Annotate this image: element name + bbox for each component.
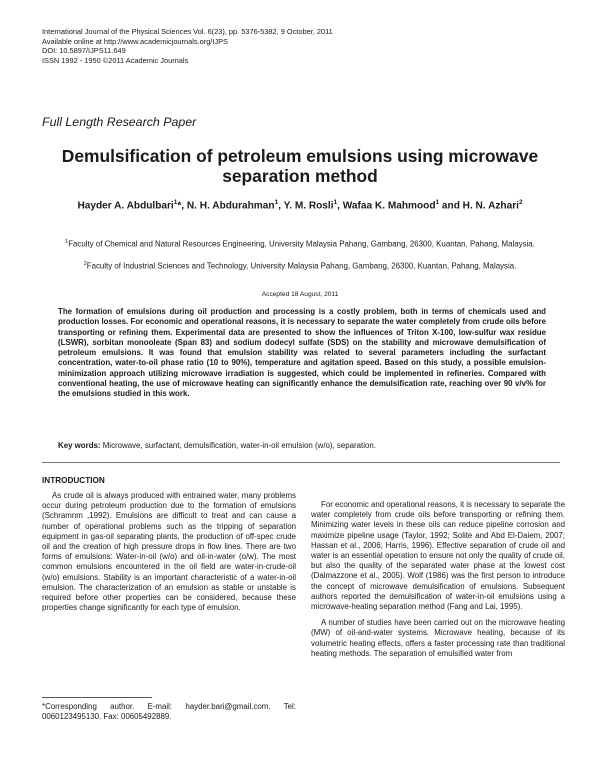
doi-line: DOI: 10.5897/IJPS11.649 bbox=[42, 46, 126, 56]
affiliation-number: 1 bbox=[65, 239, 69, 245]
affiliation-number: 2 bbox=[83, 261, 87, 267]
availability-line: Available online at http://www.academicjournals.org/IJPS bbox=[42, 36, 228, 46]
section-divider bbox=[42, 462, 560, 463]
paper-type-label: Full Length Research Paper bbox=[42, 115, 197, 129]
author-name: , Y. M. Rosli bbox=[278, 200, 334, 212]
body-paragraph: For economic and operational reasons, it is necessary to separate the water completely from crude oils before transporting or refining them. Minimizing water levels in these oils can reduce pipeline corrosion and maximize pipeline usage (Taylor, 1992; Solite and Abd El-Daiem, 2007; Hassan et al., 2006; Harris, 1996). Effective separation of crude oil and water is an essential operation to ensure not only the quality of crude oil, but also the quality of the separated water phase at the lowest cost (Dalmazzone et al., 2005). Wolf (1986) was the first person to introduce the concept of microwave demulsification of emulsions. Subsequent authors reported the demulsification of water-in-oil emulsions using a microwave-heating separation method (Fang and Lai, 1995). bbox=[311, 500, 565, 612]
footnote-divider bbox=[42, 697, 152, 698]
journal-header bbox=[42, 27, 562, 65]
affiliation-text: Faculty of Industrial Sciences and Technology, University Malaysia Pahang, Gambang, 26300, Kuantan, Pahang, Malaysia. bbox=[86, 261, 517, 271]
right-column bbox=[311, 500, 565, 659]
keywords-label: Key words: bbox=[58, 441, 101, 450]
body-paragraph: As crude oil is always produced with entrained water, many problems occur during petroleum production due to the formation of emulsions (Schramnm ,1992). Emulsions are difficult to treat and can cause a number of operational problems such as the tripping of separation equipment in gas-oil separating plants, the production of off-spec crude oil and the creation of high pressure drops in flow lines. There are two forms of emulsions: Water-in-oil (w/o) and oil-in-water (o/w). The most common emulsions encountered in the oil field are water-in-crude-oil (w/o) emulsions. Stability is an important characteristic of a water-in-oil emulsion. The characterization of an emulsion as stable or unstable is required before other properties can be considered, because these properties change significantly for each type of emulsion. bbox=[42, 491, 296, 613]
affiliation-2 bbox=[50, 259, 550, 272]
author-name: and H. N. Azhari bbox=[439, 200, 519, 212]
author-name: , Wafaa K. Mahmood bbox=[337, 200, 436, 212]
affiliation-marker: 1 bbox=[173, 199, 178, 206]
keywords bbox=[58, 441, 546, 451]
abstract: The formation of emulsions during oil production and processing is a costly problem, both in terms of chemicals used and production losses. For economic and operational reasons, it is necessary to separate the water completely from crude oils before transporting or refining them. Experimental data are presented to show the influences of Triton X-100, low-sulfur wax residue (LSWR), sorbitan monooleate (Span 83) and sodium dodecyl sulfate (SDS) on the stability and microwave demulsification of petroleum emulsions. It was found that emulsion stability was related to several parameters including the surfactant concentration, water-to-oil phase ratio (10 to 90%), temperature and agitation speed. Based on this study, a possible emulsion-minimization approach utilizing microwave irradiation is suggested, which could be implemented in refineries. Compared with conventional heating, the use of microwave heating can significantly enhance the demulsification rate, reaching over 90 v/v% for the emulsions studied in this work. bbox=[58, 307, 546, 399]
affiliation-marker: 1 bbox=[435, 199, 440, 206]
affiliation-marker: 1 bbox=[333, 199, 338, 206]
left-column bbox=[42, 491, 296, 613]
paper-title: Demulsification of petroleum emulsions using microwave separation method bbox=[61, 146, 539, 186]
accepted-date: Accepted 18 August, 2011 bbox=[261, 291, 339, 298]
affiliation-marker: 1 bbox=[274, 199, 279, 206]
affiliation-marker: 2 bbox=[518, 199, 523, 206]
affiliation-1 bbox=[50, 237, 550, 250]
corresponding-marker: *, bbox=[177, 200, 187, 212]
affiliation-text: Faculty of Chemical and Natural Resources Engineering, University Malaysia Pahang, Gambang, 26300, Kuantan, Pahang, Malaysia. bbox=[68, 239, 535, 249]
corresponding-author-footnote: *Corresponding author. E-mail: hayder.bari@gmail.com. Tel: 0060123495130. Fax: 00605492889. bbox=[42, 702, 296, 721]
keywords-text: Microwave, surfactant, demulsification, water-in-oil emulsion (w/o), separation. bbox=[100, 441, 376, 450]
author-name: N. H. Abdurahman bbox=[186, 200, 275, 212]
journal-citation: International Journal of the Physical Sciences Vol. 6(23), pp. 5376-5382, 9 October, 2011 bbox=[42, 27, 333, 36]
author-name: Hayder A. Abdulbari bbox=[77, 200, 174, 212]
body-paragraph: A number of studies have been carried out on the microwave heating (MW) of oil-and-water systems. Microwave heating, because of its volumetric heating effects, offers a faster processing rate than traditional heating methods. The separation of emulsified water from bbox=[311, 618, 565, 658]
author-list bbox=[46, 196, 554, 212]
issn-line: ISSN 1992 - 1950 ©2011 Academic Journals bbox=[42, 55, 189, 65]
introduction-heading: INTRODUCTION bbox=[42, 476, 105, 485]
